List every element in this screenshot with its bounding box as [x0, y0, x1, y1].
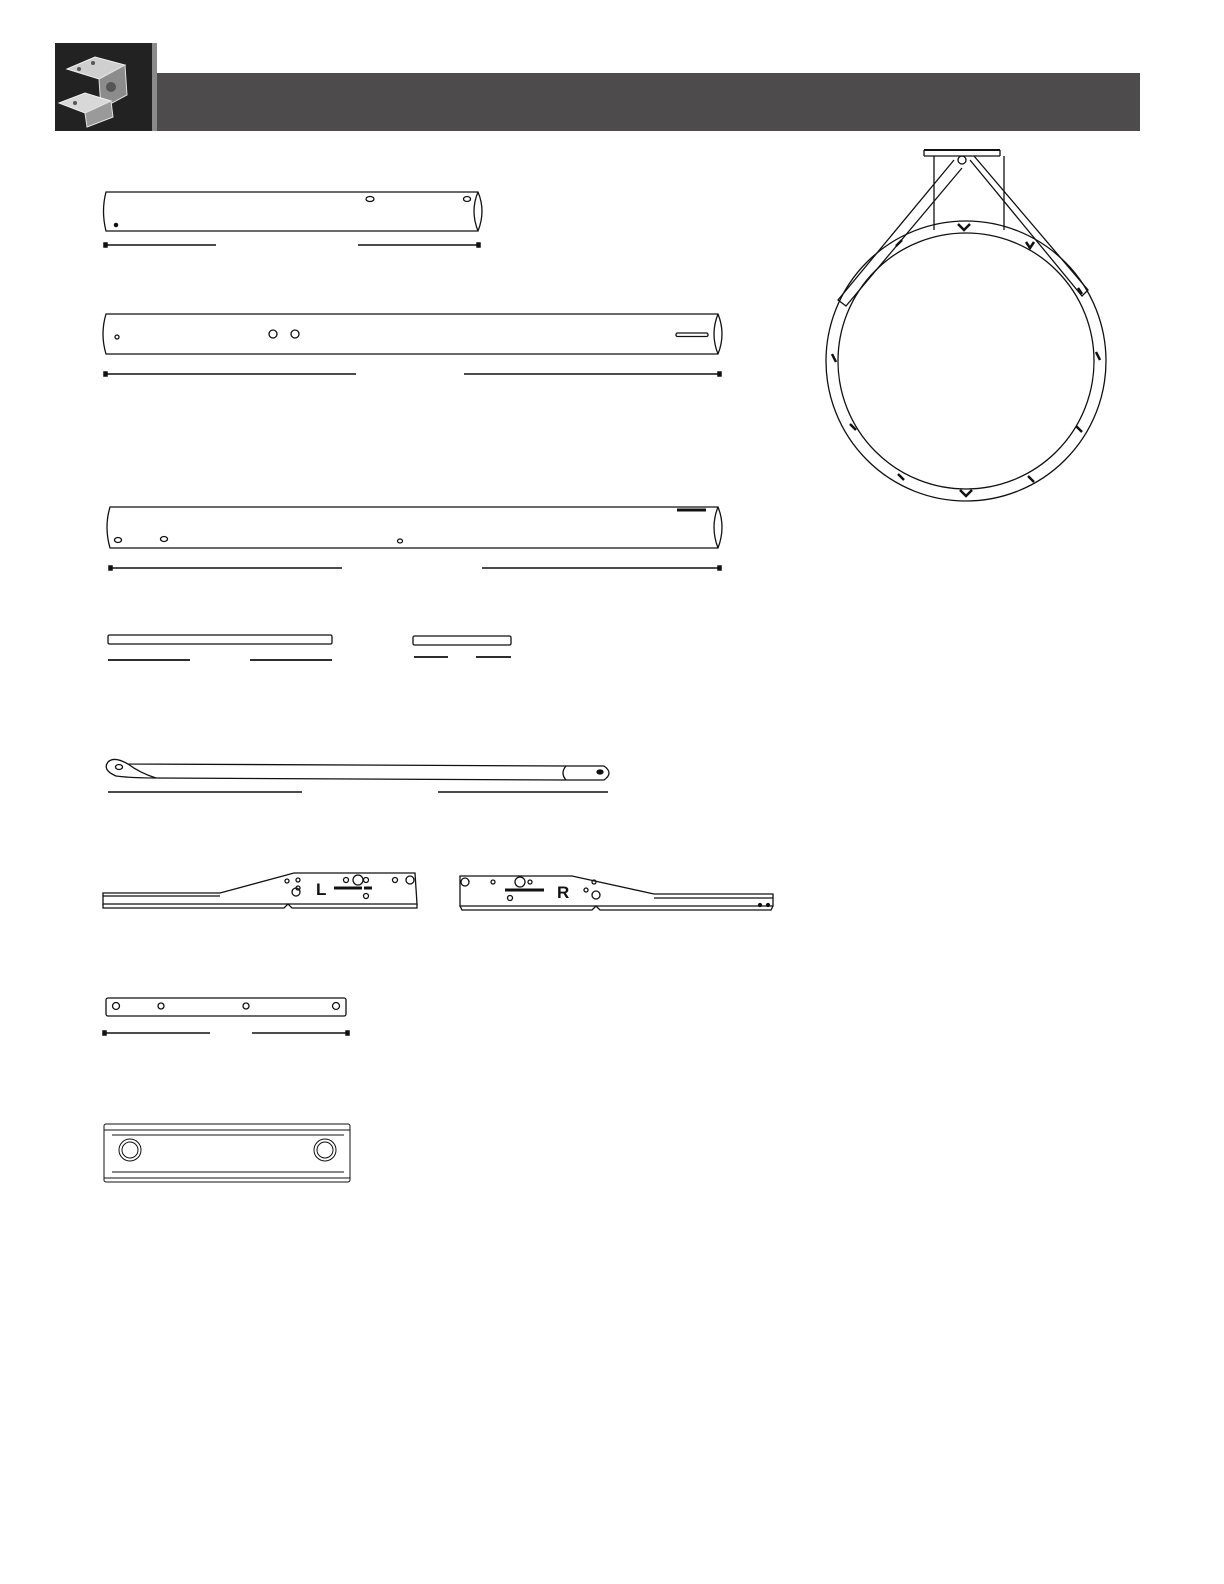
- channel-bracket-part: [104, 1124, 350, 1182]
- short-rod-part: [413, 636, 511, 645]
- perforated-bar-dimension: [103, 1031, 349, 1035]
- long-tube-slot-part: [103, 314, 722, 354]
- left-bracket-part: [103, 873, 417, 908]
- long-rod-part: [108, 635, 332, 644]
- left-bracket-letter: L: [316, 880, 327, 899]
- right-bracket-letter: R: [557, 883, 570, 902]
- long-tube-slot-dimension: [104, 372, 721, 376]
- strut-part: [106, 759, 609, 780]
- rim-assembly-diagram: [826, 150, 1106, 501]
- short-tube-dimension: [104, 243, 480, 247]
- right-bracket-part: [460, 876, 773, 910]
- short-tube-part: [104, 192, 483, 231]
- perforated-bar-part: [106, 998, 346, 1016]
- long-tube-dimension: [109, 566, 721, 570]
- long-tube-part: [107, 507, 722, 548]
